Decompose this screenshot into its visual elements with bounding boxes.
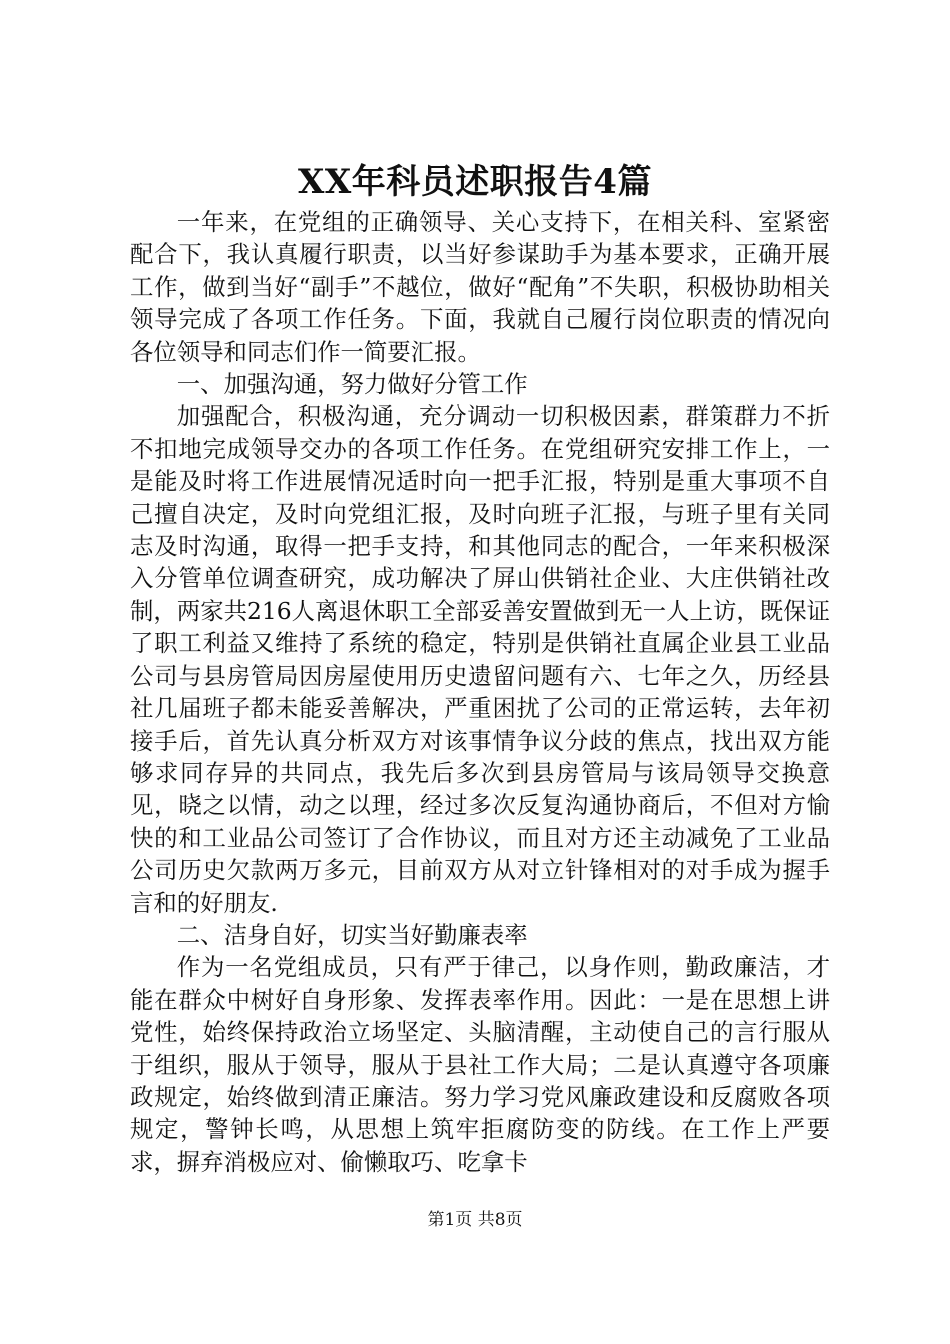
paragraph-intro: 一年来，在党组的正确领导、关心支持下，在相关科、室紧密配合下，我认真履行职责，以当好参谋助手为基本要求，正确开展工作，做到当好“副手”不越位，做好“配角”不失职，积极协助相关领导完成了各项工作任务。下面，我就自己履行岗位职责的情况向各位领导和同志们作一简要汇报。 — [130, 208, 830, 366]
document-body — [130, 206, 830, 1178]
section-heading-2: 二、洁身自好，切实当好勤廉表率 — [176, 920, 528, 949]
document-title: XX年科员述职报告4篇 — [298, 162, 652, 202]
page-footer: 第1页 共8页 — [427, 1210, 523, 1230]
section-heading-1: 一、加强沟通，努力做好分管工作 — [176, 370, 528, 399]
paragraph-section-2: 作为一名党组成员，只有严于律己，以身作则，勤政廉洁，才能在群众中树好自身形象、发挥表率作用。因此：一是在思想上讲党性，始终保持政治立场坚定、头脑清醒，主动使自己的言行服从于组织，服从于领导，服从于县社工作大局；二是认真遵守各项廉政规定，始终做到清正廉洁。努力学习党风廉政建设和反腐败各项规定，警钟长鸣，从思想上筑牢拒腐防变的防线。在工作上严要求，摒弃消极应对、偷懒取巧、吃拿卡 — [130, 953, 830, 1176]
paragraph-section-1: 加强配合，积极沟通，充分调动一切积极因素，群策群力不折不扣地完成领导交办的各项工作任务。在党组研究安排工作上，一是能及时将工作进展情况适时向一把手汇报，特别是重大事项不自己擅自决定，及时向党组汇报，及时向班子汇报，与班子里有关同志及时沟通，取得一把手支持，和其他同志的配合，一年来积极深入分管单位调查研究，成功解决了屏山供销社企业、大庄供销社改制，两家共216人离退休职工全部妥善安置做到无一人上访，既保证了职工利益又维持了系统的稳定，特别是供销社直属企业县工业品公司与县房管局因房屋使用历史遗留问题有六、七年之久，历经县社几届班子都未能妥善解决，严重困扰了公司的正常运转，去年初接手后，首先认真分析双方对该事情争议分歧的焦点，找出双方能够求同存异的共同点，我先后多次到县房管局与该局领导交换意见，晓之以情，动之以理，经过多次反复沟通协商后，不但对方愉快的和工业品公司签订了合作协议，而且对方还主动减免了工业品公司历史欠款两万多元，目前双方从对立针锋相对的对手成为握手言和的好朋友. — [130, 402, 830, 917]
